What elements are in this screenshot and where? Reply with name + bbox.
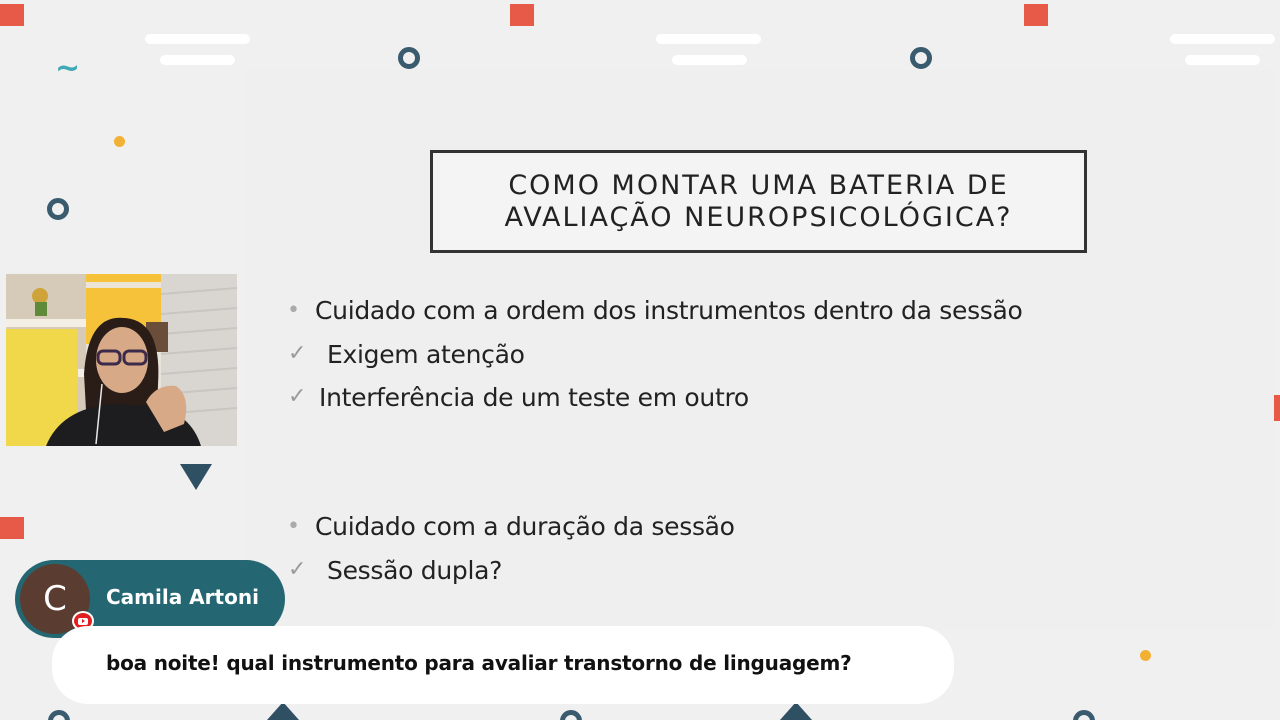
checkmark-icon: ✓ — [288, 557, 307, 582]
avatar: C — [20, 564, 90, 634]
deco-ring — [1073, 710, 1095, 720]
bullet-icon: • — [287, 298, 300, 323]
deco-red-bar — [1273, 395, 1280, 421]
deco-triangle — [780, 702, 812, 720]
slide-title-line: COMO MONTAR UMA BATERIA DE — [508, 169, 1009, 201]
deco-cloud — [1170, 34, 1275, 44]
deco-red-square — [510, 4, 534, 26]
deco-cloud — [672, 55, 747, 65]
slide-bullet: Cuidado com a duração da sessão — [315, 512, 735, 541]
deco-ring — [48, 710, 70, 720]
deco-dot — [114, 136, 125, 147]
presenter-webcam — [6, 274, 237, 446]
slide-title-line: AVALIAÇÃO NEUROPSICOLÓGICA? — [504, 201, 1013, 233]
deco-cloud — [656, 34, 761, 44]
chat-message-text: boa noite! qual instrumento para avaliar transtorno de linguagem? — [106, 651, 852, 675]
deco-red-square — [1024, 4, 1048, 26]
deco-cloud — [1185, 55, 1260, 65]
slide-subpoint: Interferência de um teste em outro — [319, 383, 749, 412]
deco-ring — [47, 198, 69, 220]
checkmark-icon: ✓ — [288, 341, 307, 366]
deco-ring — [398, 47, 420, 69]
deco-cloud — [160, 55, 235, 65]
deco-ring — [910, 47, 932, 69]
deco-triangle — [267, 702, 299, 720]
chat-author-name: Camila Artoni — [106, 585, 259, 609]
bullet-icon: • — [287, 514, 300, 539]
deco-red-square — [0, 517, 24, 539]
slide-subpoint: Exigem atenção — [327, 340, 525, 369]
deco-dot — [1140, 650, 1151, 661]
slide-bullet: Cuidado com a ordem dos instrumentos dentro da sessão — [315, 296, 1023, 325]
checkmark-icon: ✓ — [288, 384, 307, 409]
deco-red-square — [0, 4, 24, 26]
webcam-video-frame — [6, 274, 237, 446]
deco-cloud — [145, 34, 250, 44]
slide-title-box — [430, 150, 1087, 253]
deco-squiggle: ~ — [55, 51, 81, 86]
deco-triangle — [180, 464, 212, 490]
deco-ring — [560, 710, 582, 720]
slide-subpoint: Sessão dupla? — [327, 556, 503, 585]
